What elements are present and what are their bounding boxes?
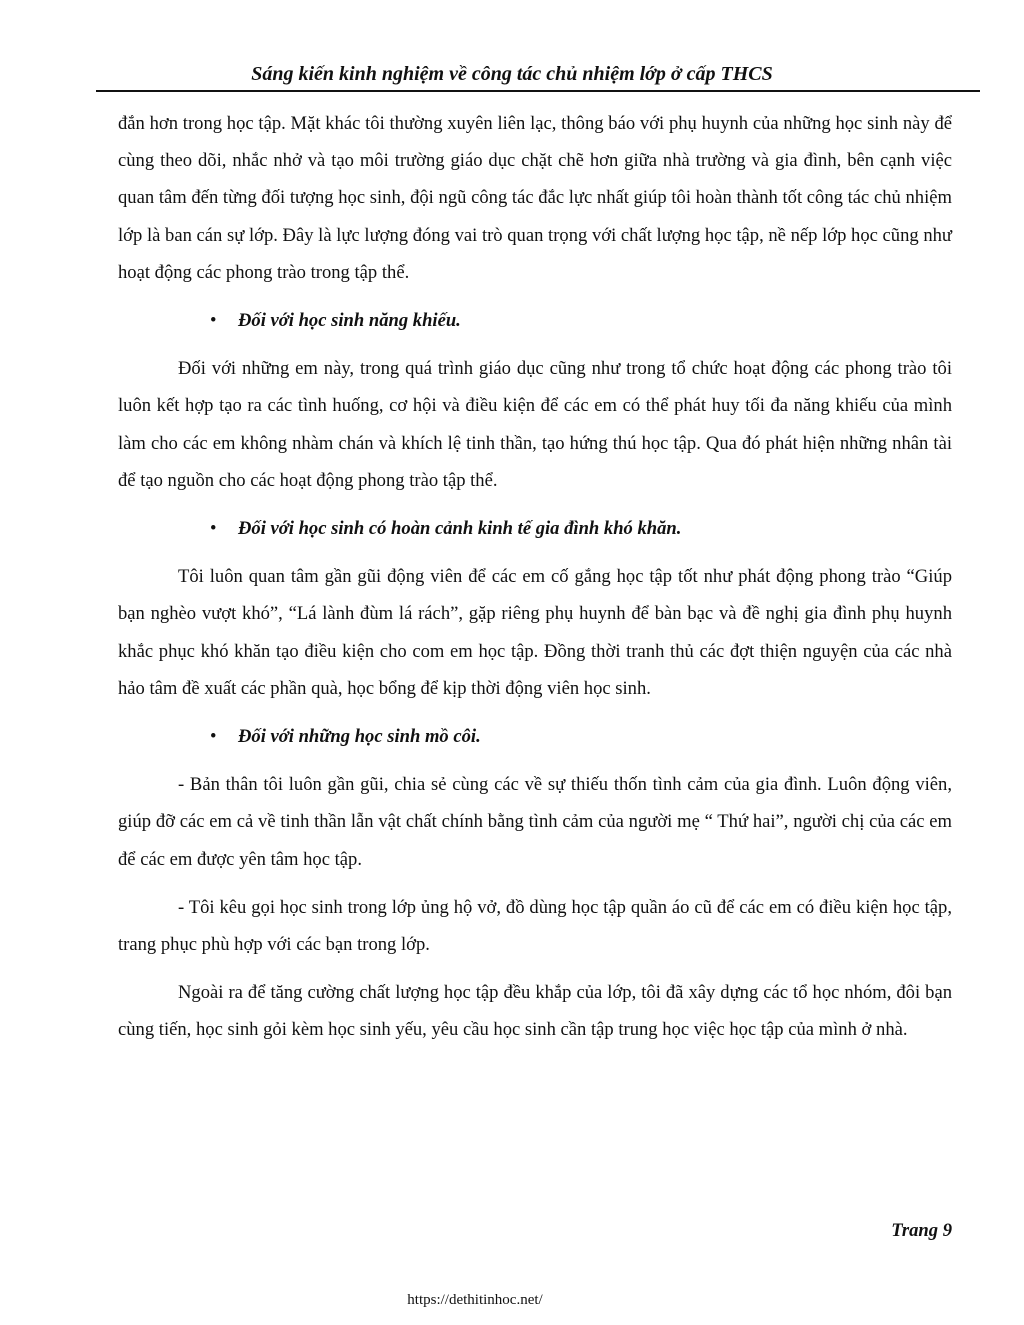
paragraph-6: Ngoài ra để tăng cường chất lượng học tập đều khắp của lớp, tôi đã xây dựng các tổ học nhóm, đôi bạn cùng tiến, học sinh gỏi kèm học sinh yếu, yêu cầu học sinh cần tập trung học việc học tập của mình ở nhà. [118, 982, 952, 1041]
section-heading-text: Đối với học sinh có hoàn cảnh kinh tế gia đình khó khăn. [238, 518, 682, 540]
page-header-title: Sáng kiến kinh nghiệm về công tác chủ nhiệm lớp ở cấp THCS [251, 63, 773, 85]
footer-url: https://dethitinhoc.net/ [407, 1292, 543, 1308]
section-heading-poor-students [118, 510, 952, 547]
header-divider [96, 90, 980, 92]
document-body [118, 105, 952, 1060]
paragraph-5: - Tôi kêu gọi học sinh trong lớp ủng hộ vở, đồ dùng học tập quần áo cũ để các em có điều kiện học tập, trang phục phù hợp với các bạn trong lớp. [118, 896, 952, 956]
paragraph-2: Đối với những em này, trong quá trình giáo dục cũng như trong tổ chức hoạt động các phong trào tôi luôn kết hợp tạo ra các tình huống, cơ hội và điều kiện để các em có thể phát huy tối đa năng khiếu của mình làm cho các em không nhàm chán và khích lệ tinh thần, tạo hứng thú học tập. Qua đó phát hiện những nhân tài để tạo nguồn cho các hoạt động phong trào tập thể. [118, 358, 952, 491]
page-number: Trang 9 [891, 1220, 952, 1241]
bullet-icon: • [210, 518, 217, 540]
section-heading-orphan-students [118, 718, 952, 755]
bullet-icon: • [210, 310, 217, 332]
paragraph-4: - Bản thân tôi luôn gần gũi, chia sẻ cùng các về sự thiếu thốn tình cảm của gia đình. Luôn động viên, giúp đỡ các em cả về tinh thần lẫn vật chất chính bằng tình cảm của người mẹ “ Thứ hai”, người chị của các em để các em được yên tâm học tập. [118, 774, 952, 870]
paragraph-1: đắn hơn trong học tập. Mặt khác tôi thường xuyên liên lạc, thông báo với phụ huynh của những học sinh này để cùng theo dõi, nhắc nhở và tạo môi trường giáo dục chặt chẽ hơn giữa nhà trường và gia đình, bên cạnh việc quan tâm đến từng đối tượng học sinh, đội ngũ công tác đắc lực nhất giúp tôi hoàn thành tốt công tác chủ nhiệm lớp là ban cán sự lớp. Đây là lực lượng đóng vai trò quan trọng với chất lượng học tập, nề nếp lớp học cũng như hoạt động các phong trào trong tập thể. [118, 113, 952, 283]
paragraph-3: Tôi luôn quan tâm gần gũi động viên để các em cố gắng học tập tốt như phát động phong trào “Giúp bạn nghèo vượt khó”, “Lá lành đùm lá rách”, gặp riêng phụ huynh để bàn bạc và đề nghị gia đình phụ huynh khắc phục khó khăn tạo điều kiện cho com em học tập. Đồng thời tranh thủ các đợt thiện nguyện của các nhà hảo tâm đề xuất các phần quà, học bổng để kịp thời động viên học sinh. [118, 566, 952, 699]
bullet-icon: • [210, 726, 217, 748]
section-heading-gifted-students [118, 302, 952, 339]
section-heading-text: Đối với những học sinh mồ côi. [238, 726, 481, 748]
section-heading-text: Đối với học sinh năng khiếu. [238, 310, 461, 332]
